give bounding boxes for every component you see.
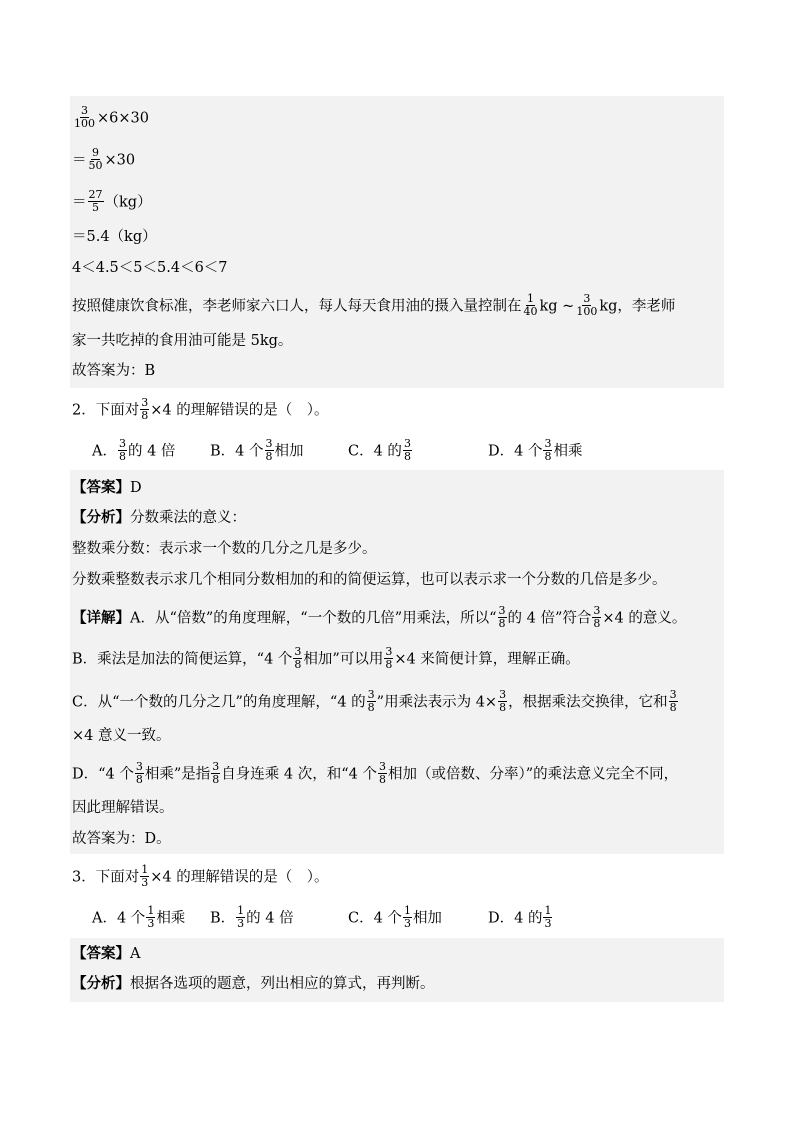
- q2-detail-d-cont: 因此理解错误。: [72, 800, 174, 816]
- calc-line-3: ＝ $\frac{27}{5}$ （kg）: [72, 188, 152, 214]
- fraction: $\frac{3}{8}$: [379, 760, 386, 786]
- fraction: $\frac{1}{40}$: [523, 292, 538, 318]
- fraction: $\frac{1}{3}$: [544, 904, 552, 930]
- fraction: $\frac{3}{8}$: [135, 760, 143, 786]
- fraction: $\frac{1}{3}$: [237, 904, 245, 930]
- calc-line-7: 家一共吃掉的食用油可能是 5kg。: [72, 333, 293, 349]
- q2-detail-a: 【详解】A．从“倍数”的角度理解，“一个数的几倍”用乘法，所以“ $\frac{3}{8}$ 的 4 倍”符合 $\frac{3}{8}$ ×4 的意义。: [72, 604, 687, 630]
- q2-analysis: 【分析】分数乘法的意义：: [72, 509, 246, 526]
- q3-option-c: C．4 个 $\frac{1}{3}$ 相加: [348, 904, 442, 930]
- fraction: $\frac{3}{8}$: [669, 688, 677, 714]
- fraction: $\frac{3}{8}$: [499, 688, 507, 714]
- q3-analysis: 【分析】根据各选项的题意，列出相应的算式，再判断。: [72, 975, 435, 992]
- fraction: $\frac{27}{5}$: [88, 188, 103, 214]
- calc-answer: 故答案为：B: [72, 363, 156, 379]
- calc-line-4: ＝5.4（kg）: [72, 229, 157, 245]
- fraction: $\frac{3}{8}$: [593, 604, 601, 630]
- fraction: $\frac{3}{8}$: [544, 437, 552, 463]
- q2-option-c: C．4 的 $\frac{3}{8}$: [348, 437, 411, 463]
- calc-line-1: $\frac{3}{100}$ ×6×30: [74, 104, 149, 130]
- q2-option-b: B．4 个 $\frac{3}{8}$ 相加: [210, 437, 304, 463]
- fraction: $\frac{3}{8}$: [212, 760, 220, 786]
- fraction: $\frac{1}{3}$: [147, 904, 155, 930]
- fraction: $\frac{3}{8}$: [367, 688, 375, 714]
- q2-analysis-line-1: 整数乘分数：表示求一个数的几分之几是多少。: [72, 541, 377, 557]
- q3-answer: 【答案】A: [72, 945, 141, 962]
- calc-line-2: ＝ $\frac{9}{50}$ ×30: [72, 146, 136, 172]
- fraction: $\frac{3}{8}$: [498, 604, 506, 630]
- fraction: $\frac{3}{100}$: [74, 104, 95, 130]
- question-2-stem: 2．下面对 $\frac{3}{8}$ ×4 的理解错误的是（ ）。: [72, 396, 329, 422]
- fraction: $\frac{3}{100}$: [576, 292, 598, 318]
- fraction: $\frac{3}{8}$: [141, 396, 149, 422]
- fraction: $\frac{9}{50}$: [88, 146, 103, 172]
- fraction: $\frac{3}{8}$: [294, 645, 302, 671]
- q2-final-answer: 故答案为：D。: [72, 831, 171, 847]
- q2-option-d: D．4 个 $\frac{3}{8}$ 相乘: [488, 437, 583, 463]
- calc-line-5: 4＜4.5＜5＜5.4＜6＜7: [72, 260, 228, 276]
- q2-detail-c-cont: ×4 意义一致。: [72, 728, 171, 744]
- q2-detail-d: D．“4 个 $\frac{3}{8}$ 相乘”是指 $\frac{3}{8}$ 自身连乘 4 次，和“4 个 $\frac{3}{8}$ 相加（或倍数、分率）”的乘法意义完全不同，: [72, 760, 679, 786]
- q2-answer: 【答案】D: [72, 479, 142, 496]
- fraction: $\frac{3}{8}$: [403, 437, 411, 463]
- q2-option-a: A． $\frac{3}{8}$ 的 4 倍: [92, 437, 176, 463]
- q3-option-a: A．4 个 $\frac{1}{3}$ 相乘: [92, 904, 186, 930]
- q2-detail-c: C．从“一个数的几分之几”的角度理解，“4 的 $\frac{3}{8}$ ”用乘法表示为 4× $\frac{3}{8}$ ，根据乘法交换律，它和 $\frac{3}{8}$: [72, 688, 677, 714]
- q2-detail-b: B．乘法是加法的简便运算，“4 个 $\frac{3}{8}$ 相加”可以用 $\frac{3}{8}$ ×4 来简便计算，理解正确。: [72, 645, 580, 671]
- q3-option-b: B． $\frac{1}{3}$ 的 4 倍: [210, 904, 294, 930]
- fraction: $\frac{1}{3}$: [403, 904, 411, 930]
- q3-option-d: D．4 的 $\frac{1}{3}$: [488, 904, 552, 930]
- fraction: $\frac{3}{8}$: [385, 645, 393, 671]
- fraction: $\frac{3}{8}$: [265, 437, 273, 463]
- q2-analysis-line-2: 分数乘整数表示求几个相同分数相加的和的简便运算，也可以表示求一个分数的几倍是多少。: [72, 572, 667, 588]
- question-3-stem: 3．下面对 $\frac{1}{3}$ ×4 的理解错误的是（ ）。: [72, 863, 329, 889]
- fraction: $\frac{1}{3}$: [141, 863, 149, 889]
- fraction: $\frac{3}{8}$: [118, 437, 126, 463]
- calc-line-6: 按照健康饮食标准，李老师家六口人，每人每天食用油的摄入量控制在 $\frac{1}{40}$ kg ~ $\frac{3}{100}$ kg，李老师: [72, 292, 676, 318]
